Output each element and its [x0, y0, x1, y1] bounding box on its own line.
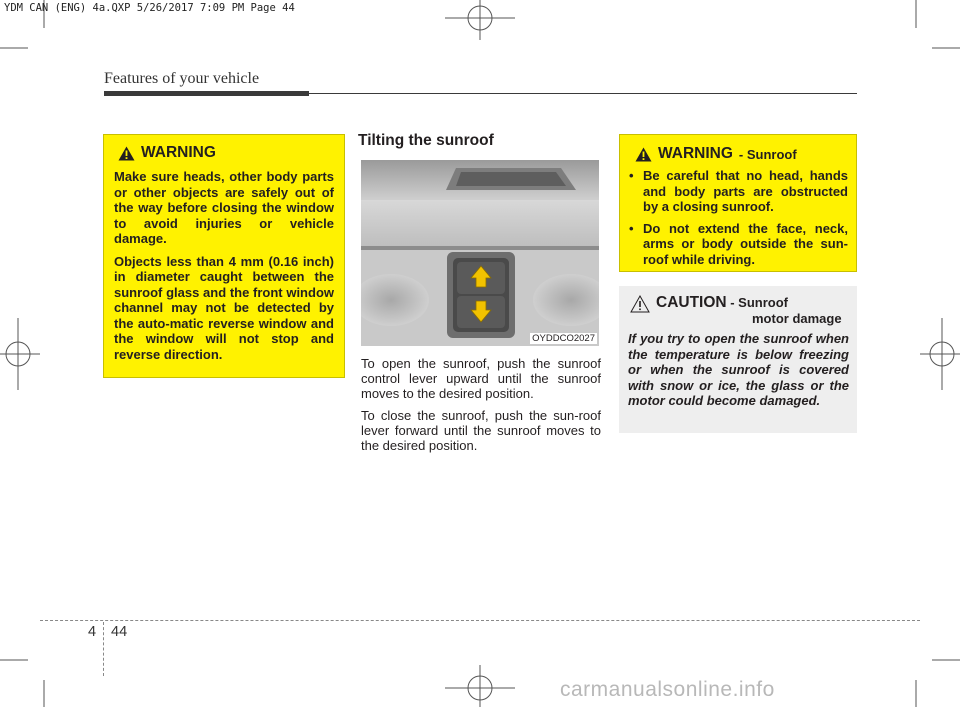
section-title: Tilting the sunroof — [358, 132, 494, 149]
warning-bullet: • Do not extend the face, neck, arms or body outside the sun-roof while driving. — [629, 221, 848, 268]
header-rule-thin — [309, 93, 857, 94]
registration-mark-icon — [445, 0, 515, 40]
page-header: Features of your vehicle — [104, 70, 260, 87]
warning-body — [114, 169, 334, 362]
footer-rule — [40, 620, 920, 621]
footer-divider — [103, 622, 104, 676]
warning-heading — [635, 145, 848, 163]
caution-subtitle-line2: motor damage — [752, 311, 842, 326]
sunroof-control-illustration — [361, 160, 599, 346]
body-paragraph: To close the sunroof, push the sun-roof lever forward until the sunroof moves to the desired position. — [361, 408, 601, 453]
page-number: 44 — [111, 624, 128, 640]
header-rule-thick — [104, 91, 309, 96]
figure-code: OYDDCO2027 — [532, 333, 595, 344]
body-paragraph: To open the sunroof, push the sunroof control lever upward until the sunroof moves to the desired position. — [361, 356, 601, 401]
caution-triangle-icon — [630, 295, 650, 313]
caution-text: If you try to open the sunroof when the temperature is below freezing or when the sunroof is covered with snow or ice, the glass or the motor could become damaged. — [628, 331, 849, 408]
warning-triangle-icon — [118, 146, 135, 161]
warning-subtitle: - Sunroof — [738, 146, 797, 162]
warning-box-left — [103, 134, 345, 378]
warning-triangle-icon — [635, 147, 652, 162]
warning-bullets — [629, 168, 848, 267]
warning-bullet: • Be careful that no head, hands and body parts are obstructed by a closing sunroof. — [629, 168, 848, 215]
warning-title: WARNING — [141, 144, 216, 161]
warning-box-right — [619, 134, 857, 272]
watermark: carmanualsonline.info — [560, 678, 775, 701]
caution-subtitle-line1: - Sunroof — [726, 295, 788, 310]
warning-title: WARNING — [658, 145, 733, 162]
chapter-number: 4 — [88, 624, 97, 640]
warning-heading — [118, 144, 334, 162]
section-body — [361, 356, 601, 460]
caution-heading — [630, 294, 849, 326]
caution-box — [619, 286, 857, 433]
warning-paragraph: Objects less than 4 mm (0.16 inch) in diameter caught between the sunroof glass and the front window channel may not be detected by the auto-matic reverse window and the window will not stop and reverse direction. — [114, 253, 334, 362]
print-slug: YDM CAN (ENG) 4a.QXP 5/26/2017 7:09 PM Page 44 — [4, 2, 295, 14]
warning-paragraph: Make sure heads, other body parts or other objects are safely out of the way before closing the window to avoid injuries or vehicle damage. — [114, 169, 334, 246]
caution-title: CAUTION — [656, 294, 727, 311]
sunroof-figure — [361, 160, 599, 346]
